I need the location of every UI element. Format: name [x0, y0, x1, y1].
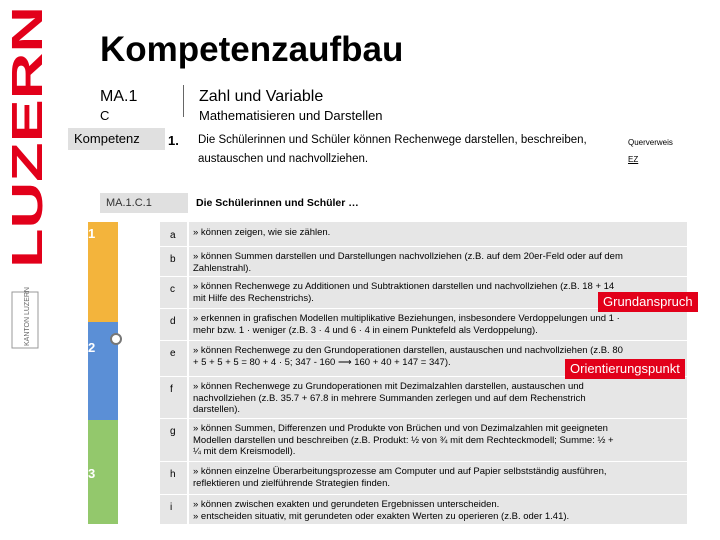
level-2-number: 2 — [88, 340, 96, 355]
row-text: » können zwischen exakten und gerundeten Ergebnissen unterscheiden. » entscheiden situativ, mit gerundeten oder exakten Werten zu operieren (z.B. oder 1.41). — [193, 499, 570, 522]
subject-name: Zahl und Variable — [199, 88, 324, 105]
row-letter: g — [170, 426, 176, 437]
row-text: » können zeigen, wie sie zählen. — [193, 227, 331, 238]
row-separator — [160, 418, 687, 419]
grundanspruch-badge: Grundanspruch — [598, 292, 698, 312]
row-separator — [160, 461, 687, 462]
table-column-divider — [187, 222, 189, 524]
row-text: » können Summen darstellen und Darstellungen nachvollziehen (z.B. auf dem 20er-Feld oder auf dem Zahlenstrahl). — [193, 251, 623, 274]
level-3-number: 3 — [88, 466, 96, 481]
row-letter: f — [170, 384, 173, 395]
row-letter: i — [170, 502, 173, 513]
subarea-name: Mathematisieren und Darstellen — [199, 108, 383, 123]
row-text: » können Rechenwege zu den Grundoperationen darstellen, austauschen und nachvollziehen (z.B. 80 + 5 + 5 + 5 = 80 + 4 · 5; 347 - 160 ⟶ 160 + 40 + 147 = 347). — [193, 345, 623, 368]
kompetenz-number: 1. — [168, 133, 179, 148]
row-text: » können Rechenwege zu Grundoperationen mit Dezimalzahlen darstellen, austauschen und nachvollziehen (z.B. 35.7 + 67.8 in mehrere Summanden zerlegen und auf dem Rechenstrich darstellen). — [193, 381, 586, 415]
header-divider — [183, 85, 184, 117]
subarea-code: C — [100, 108, 110, 123]
row-letter: d — [170, 316, 176, 327]
competence-code: MA.1.C.1 — [100, 193, 188, 213]
level-1-number: 1 — [88, 226, 96, 241]
row-letter: h — [170, 469, 176, 480]
row-separator — [160, 340, 687, 341]
kompetenz-label: Kompetenz — [68, 128, 165, 150]
kanton-luzern-mark — [10, 287, 40, 350]
row-separator — [160, 276, 687, 277]
luzern-logo-text: LUZERN — [3, 89, 52, 268]
row-text: » können Summen, Differenzen und Produkte von Brüchen und von Dezimalzahlen mit geeigneten Modellen darstellen und beschreiben (z.B. Produkt: ½ von ¾ mit dem Rechteckmodell; Summe: ½ + ¼ mit dem Kreismodell). — [193, 423, 614, 457]
row-text: » erkennen in grafischen Modellen multiplikative Beziehungen, insbesondere Verdoppelungen und 1 · mehr bzw. 1 · weniger (z.B. 3 · 4 und 6 · 4 in einem Punktefeld als Verdoppelung). — [193, 313, 620, 336]
row-text: » können einzelne Überarbeitungsprozesse am Computer und auf Papier selbstständig ausführen, reflektieren und zielführende Strategien finden. — [193, 466, 607, 489]
orientation-marker-icon — [110, 333, 122, 345]
row-separator — [160, 494, 687, 495]
row-letter: c — [170, 284, 175, 295]
row-text: » können Rechenwege zu Additionen und Subtraktionen darstellen und nachvollziehen (z.B. 18 + 14 mit Hilfe des Rechenstrichs). — [193, 281, 615, 304]
row-letter: a — [170, 230, 176, 241]
row-letter: b — [170, 254, 176, 265]
kanton-luzern-text: KANTON LUZERN — [24, 287, 31, 346]
querverweis-label: Querverweis — [628, 138, 673, 147]
orientierungspunkt-badge: Orientierungspunkt — [565, 359, 685, 379]
section-intro: Die Schülerinnen und Schüler … — [196, 197, 359, 209]
page-title: Kompetenzaufbau — [100, 30, 404, 69]
kompetenz-description: Die Schülerinnen und Schüler können Rechenwege darstellen, beschreiben, austauschen und nachvollziehen. — [198, 134, 587, 165]
luzern-logo — [3, 0, 52, 275]
row-letter: e — [170, 348, 176, 359]
querverweis-link[interactable]: EZ — [628, 155, 639, 164]
row-separator — [160, 246, 687, 247]
subject-code: MA.1 — [100, 88, 138, 105]
